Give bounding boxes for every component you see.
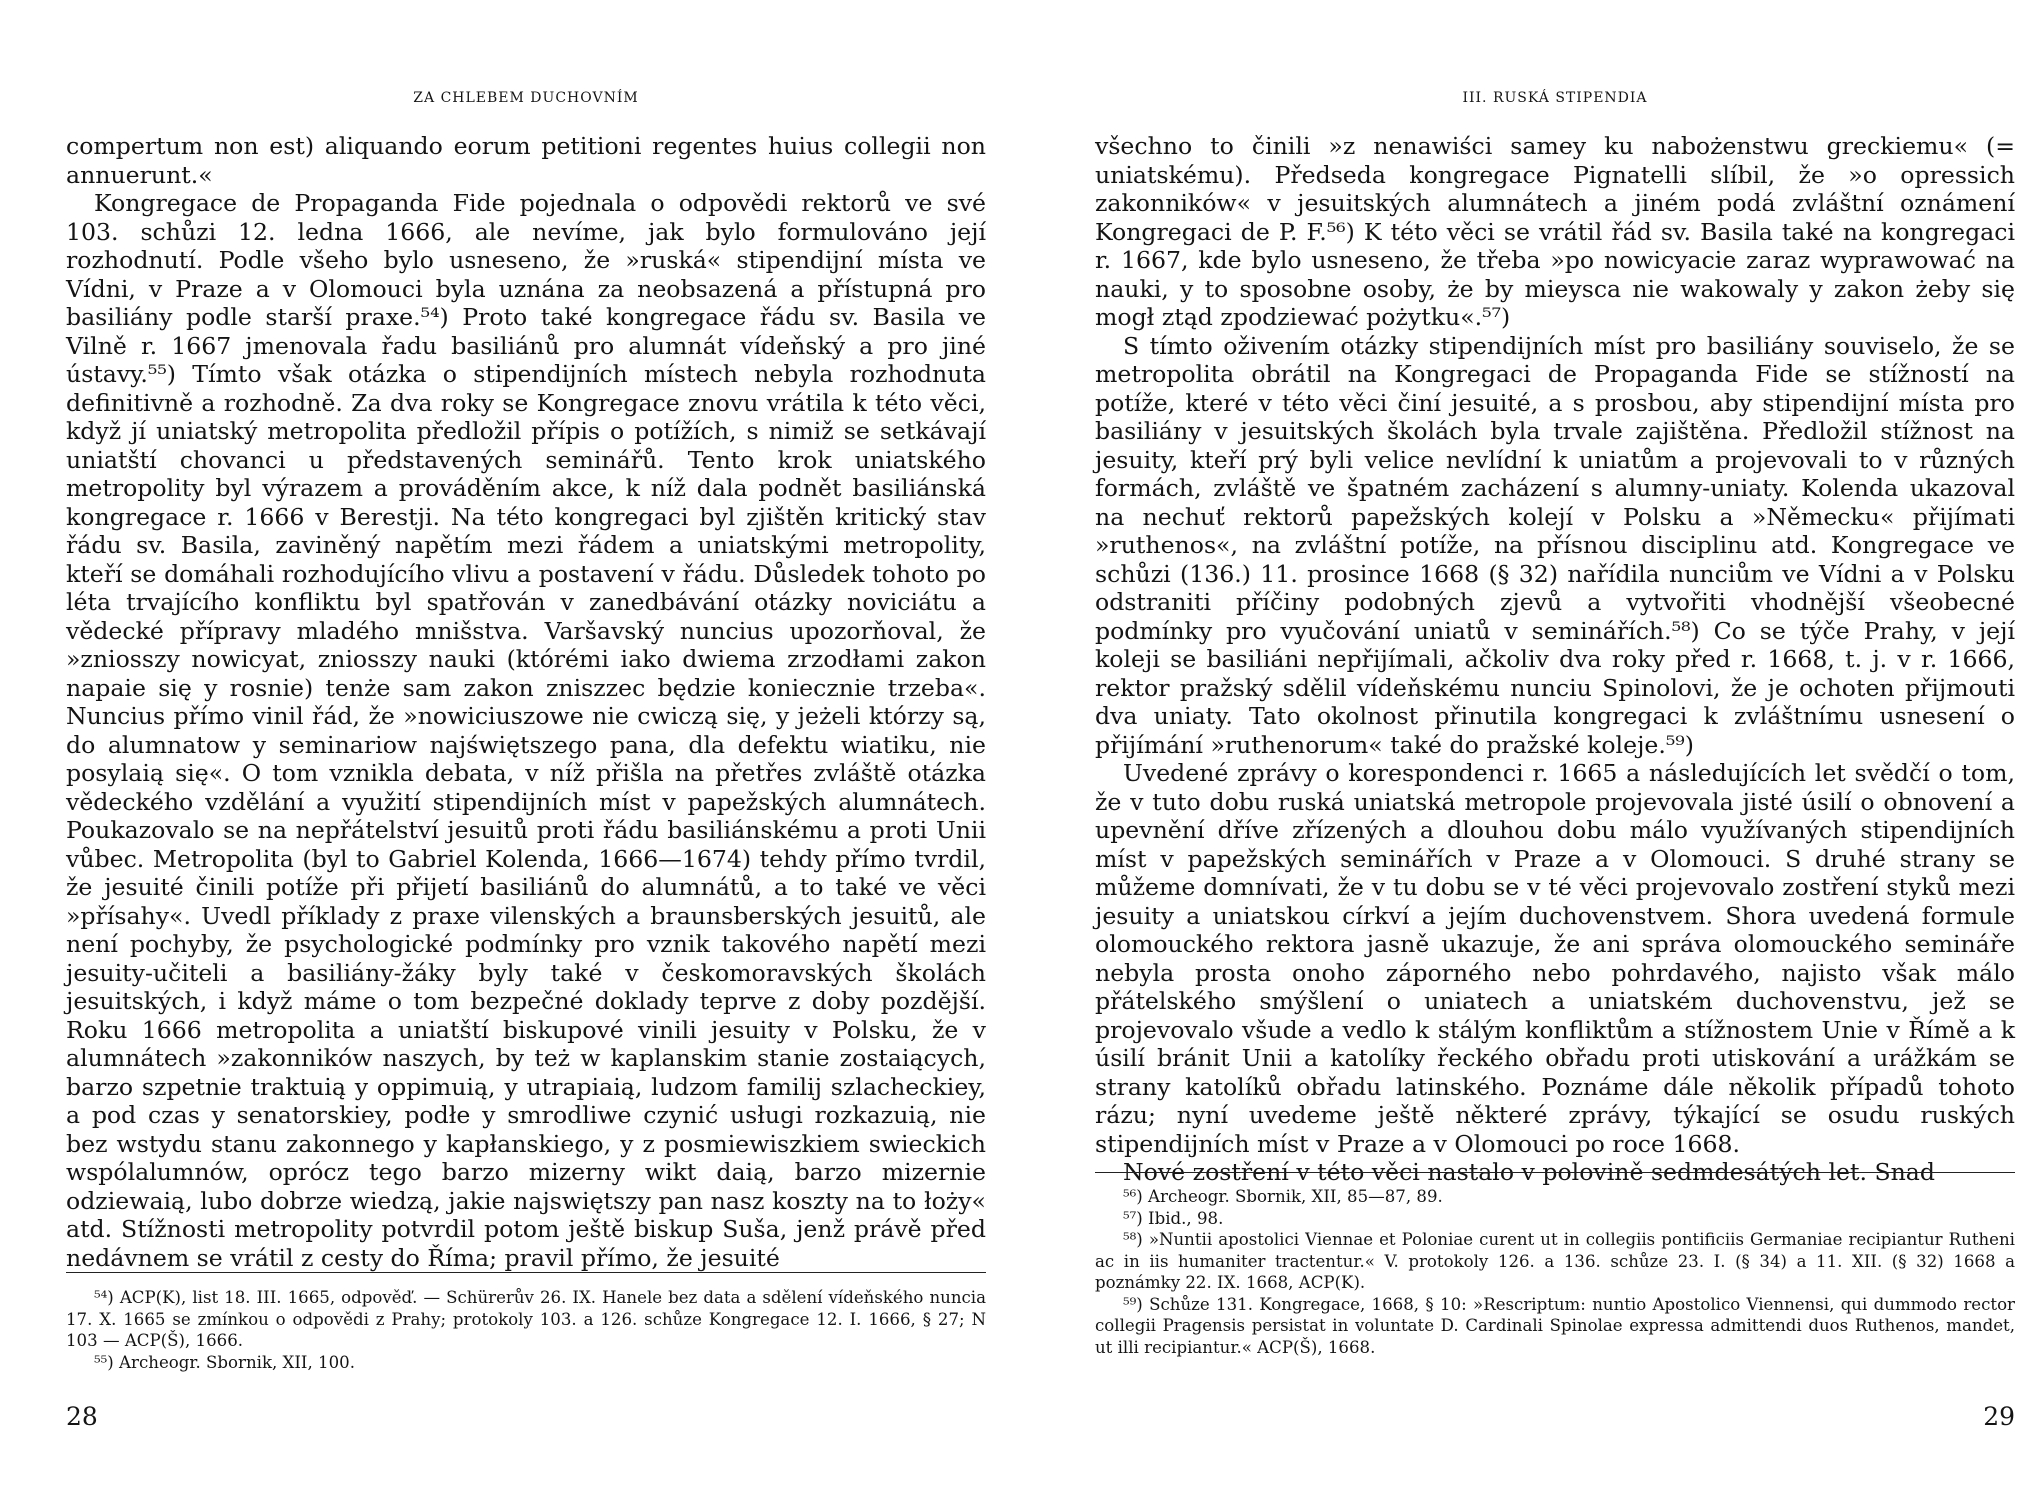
running-head: ZA CHLEBEM DUCHOVNÍM (413, 90, 639, 106)
paragraph: Nové zostření v této věci nastalo v polovině sedmdesátých let. Snad (1123, 1158, 1935, 1186)
paragraph: Kongregace de Propaganda Fide pojednala o odpovědi rektorů ve své 103. schůzi 12. ledna 1666, ale nevíme, jak bylo formulováno její rozhodnutí. Podle všeho bylo usneseno, že »ruská« stipendijní místa ve Vídni, v Praze a v Olomouci byla uznána za neobsazená a přístupná pro basiliány podle starší praxe.⁵⁴) Proto také kongregace řádu sv. Basila ve Vilně r. 1667 jmenovala řadu basiliánů pro alumnát vídeňský a pro jiné ústavy.⁵⁵) Tímto však otázka o stipendijních místech nebyla rozhodnuta definitivně a rozhodně. Za dva roky se Kongregace znovu vrátila k této věci, když jí uniatský metropolita předložil přípis o potížích, s nimiž se setkávají uniatští chovanci u představených seminářů. Tento krok uniatského metropolity byl výrazem a prováděním akce, k níž dala podnět basiliánská kongregace r. 1666 v Berestji. Na této kongregaci byl zjištěn kritický stav řádu sv. Basila, zaviněný napětím mezi řádem a uniatskými metropolity, kteří se domáhali rozhodujícího vlivu a postavení v řádu. Důsledek tohoto po léta trvajícího konfliktu byl spatřován v zanedbávání otázky noviciátu a vědecké přípravy mladého mnišstva. Varšavský nuncius upozorňoval, že »zniosszy nowicyat, zniosszy nauki (którémi iako dwiema zrzodłami zakon napaie się y rosnie) tenże sam zakon zniszzec będzie koniecznie trzeba«. Nuncius přímo vinil řád, že »nowiciuszowe nie cwiczą się, y jeżeli którzy są, do alumnatow y seminariow najświętszego pana, dla defektu wiatiku, nie posylaią się«. O tom vznikla debata, v níž přišla na přetřes zvláště otázka vědeckého vzdělání a využití stipendijních míst v papežských alumnátech. Poukazovalo se na nepřátelství jesuitů proti řádu basiliánskému a proti Unii vůbec. Metropolita (byl to Gabriel Kolenda, 1666—1674) tehdy přímo tvrdil, že jesuité činili potíže při přijetí basiliánů do alumnátů, a to také ve věci »přísahy«. Uvedl příklady z praxe vilenských a braunsberských jesuitů, ale není pochyby, že psychologické podmínky pro vznik takového napětí mezi jesuity-učiteli a basiliány-žáky byly také v českomoravských školách jesuitských, i když máme o tom bezpečné doklady teprve z doby pozdější. Roku 1666 metropolita a uniatští biskupové vinili jesuity v Polsku, že v alumnátech »zakonników naszych, by też w kaplanskim stanie zostaiących, barzo szpetnie traktuią y oppimuią, y utrapiaią, ludzom familij szlacheckiey, a pod czas y senatorskiey, podłe y smrodliwe czynić usługi rozkazuią, nie bez wstydu stanu zakonnego y kapłanskiego, y z posmiewiszkiem swieckich wspólalumnów, oprócz tego barzo mizerny wikt daią, barzo mizernie odziewaią, lubo dobrze wiedzą, jakie najswiętszy pan nasz koszty na to łoży« atd. Stížnosti metropolity potvrdil potom ještě biskup Suša, jenž právě před nedávnem se vrátil z cesty do Říma; pravil přímo, že jesuité (66, 189, 986, 1272)
footnote: ⁵⁹) Schůze 131. Kongregace, 1668, § 10: »Rescriptum: nuntio Apostolico Viennensi, qui dummodo rector collegii Pragensis persistat in voluntate D. Cardinali Spinolae expressa admittendi duos Ruthenos, mandet, ut illi recipiantur.« ACP(Š), 1668. (1095, 1294, 2015, 1357)
footnote: ⁵⁴) ACP(K), list 18. III. 1665, odpověď. — Schürerův 26. IX. Hanele bez data a sdělení vídeňského nuncia 17. X. 1665 se zmínkou o odpovědi z Prahy; protokoly 103. a 126. schůze Kongregace 12. I. 1666, § 27; N 103 — ACP(Š), 1666. (66, 1288, 986, 1350)
running-head: III. RUSKÁ STIPENDIA (1462, 90, 1648, 106)
footnotes (66, 1287, 986, 1373)
footnote-rule (66, 1272, 986, 1273)
page-number: 29 (1983, 1402, 2015, 1431)
page-number: 28 (66, 1402, 98, 1431)
paragraph: všechno to činili »z nenawiści samey ku nabożenstwu greckiemu« (= uniatskému). Předseda kongregace Pignatelli slíbil, že »o opressich zakonników« v jesuitských alumnátech a jiném podá zvláštní oznámení Kongregaci de P. F.⁵⁶) K této věci se vrátil řád sv. Basila také na kongregaci r. 1667, kde bylo usneseno, že třeba »po nowicyacie zaraz wyprawować na nauki, y to sposobne osoby, że by mieysca nie wakowaly y zakon żeby się mogł ztąd zpodziewać pożytku«.⁵⁷) (1095, 132, 2015, 331)
body-text (66, 132, 986, 1272)
paragraph: compertum non est) aliquando eorum petitioni regentes huius collegii non annuerunt.« (66, 132, 986, 189)
footnote: ⁵⁸) »Nuntii apostolici Viennae et Poloniae curent ut in collegiis pontificiis Germaniae recipiantur Rutheni ac in iis humaniter tractentur.« V. protokoly 126. a 136. schůze 23. I. (§ 34) a 11. XII. (§ 32) 1668 a poznámky 22. IX. 1668, ACP(K). (1095, 1230, 2015, 1292)
paragraph: Uvedené zprávy o korespondenci r. 1665 a následujících let svědčí o tom, že v tuto dobu ruská uniatská metropole projevovala jisté úsilí o obnovení a upevnění dříve zřízených a dlouhou dobu málo využívaných stipendijních míst v papežských seminářích v Praze a v Olomouci. S druhé strany se můžeme domnívati, že v tu dobu se v té věci projevovalo zostření styků mezi jesuity a uniatskou církví a jejím duchovenstvem. Shora uvedená formule olomouckého rektora jasně ukazuje, že ani správa olomouckého semináře nebyla prosta onoho záporného nebo pohrdavého, najisto však málo přátelského smýšlení o uniatech a uniatském duchovenstvu, jež se projevovalo všude a vedlo k stálým konfliktům a stížnostem Unie v Římě a k úsilí bránit Unii a katolíky řeckého obřadu proti utiskování a urážkám se strany katolíků obřadu latinského. Poznáme dále několik případů tohoto rázu; nyní uvedeme ještě některé zprávy, týkající se osudu ruských stipendijních míst v Praze a v Olomouci po roce 1668. (1095, 759, 2015, 1158)
body-text (1095, 132, 2015, 1187)
footnotes (1095, 1186, 2015, 1358)
left-page (66, 0, 986, 1500)
footnote: ⁵⁶) Archeogr. Sbornik, XII, 85—87, 89. (1123, 1187, 1443, 1206)
footnote: ⁵⁷) Ibid., 98. (1123, 1208, 1224, 1228)
paragraph: S tímto oživením otázky stipendijních míst pro basiliány souviselo, že se metropolita obrátil na Kongregaci de Propaganda Fide se stížností na potíže, které v této věci činí jesuité, a s prosbou, aby stipendijní místa pro basiliány v jesuitských školách byla trvale zajištěna. Předložil stížnost na jesuity, kteří prý byli velice nevlídní k uniatům a projevovali to v různých formách, zvláště ve špatném zacházení s alumny-uniaty. Kolenda ukazoval na nechuť rektorů papežských kolejí v Polsku a »Německu« přijímati »ruthenos«, na zvláštní potíže, na přísnou disciplinu atd. Kongregace ve schůzi (136.) 11. prosince 1668 (§ 32) nařídila nunciům ve Vídni a v Polsku odstraniti příčiny podobných zjevů a vytvořiti vhodnější všeobecné podmínky pro vyučování uniatů v seminářích.⁵⁸) Co se týče Prahy, v její koleji se basiliáni nepřijímali, ačkoliv dva roky před r. 1668, t. j. v r. 1666, rektor pražský sdělil vídeňskému nunciu Spinolovi, že je ochoten přijmouti dva uniaty. Tato okolnost přinutila kongregaci k zvláštnímu usnesení o přijímání »ruthenorum« také do pražské koleje.⁵⁹) (1095, 331, 2015, 759)
right-page (1095, 0, 2015, 1500)
footnote: ⁵⁵) Archeogr. Sbornik, XII, 100. (94, 1352, 355, 1372)
footnote-rule (1095, 1172, 2015, 1173)
